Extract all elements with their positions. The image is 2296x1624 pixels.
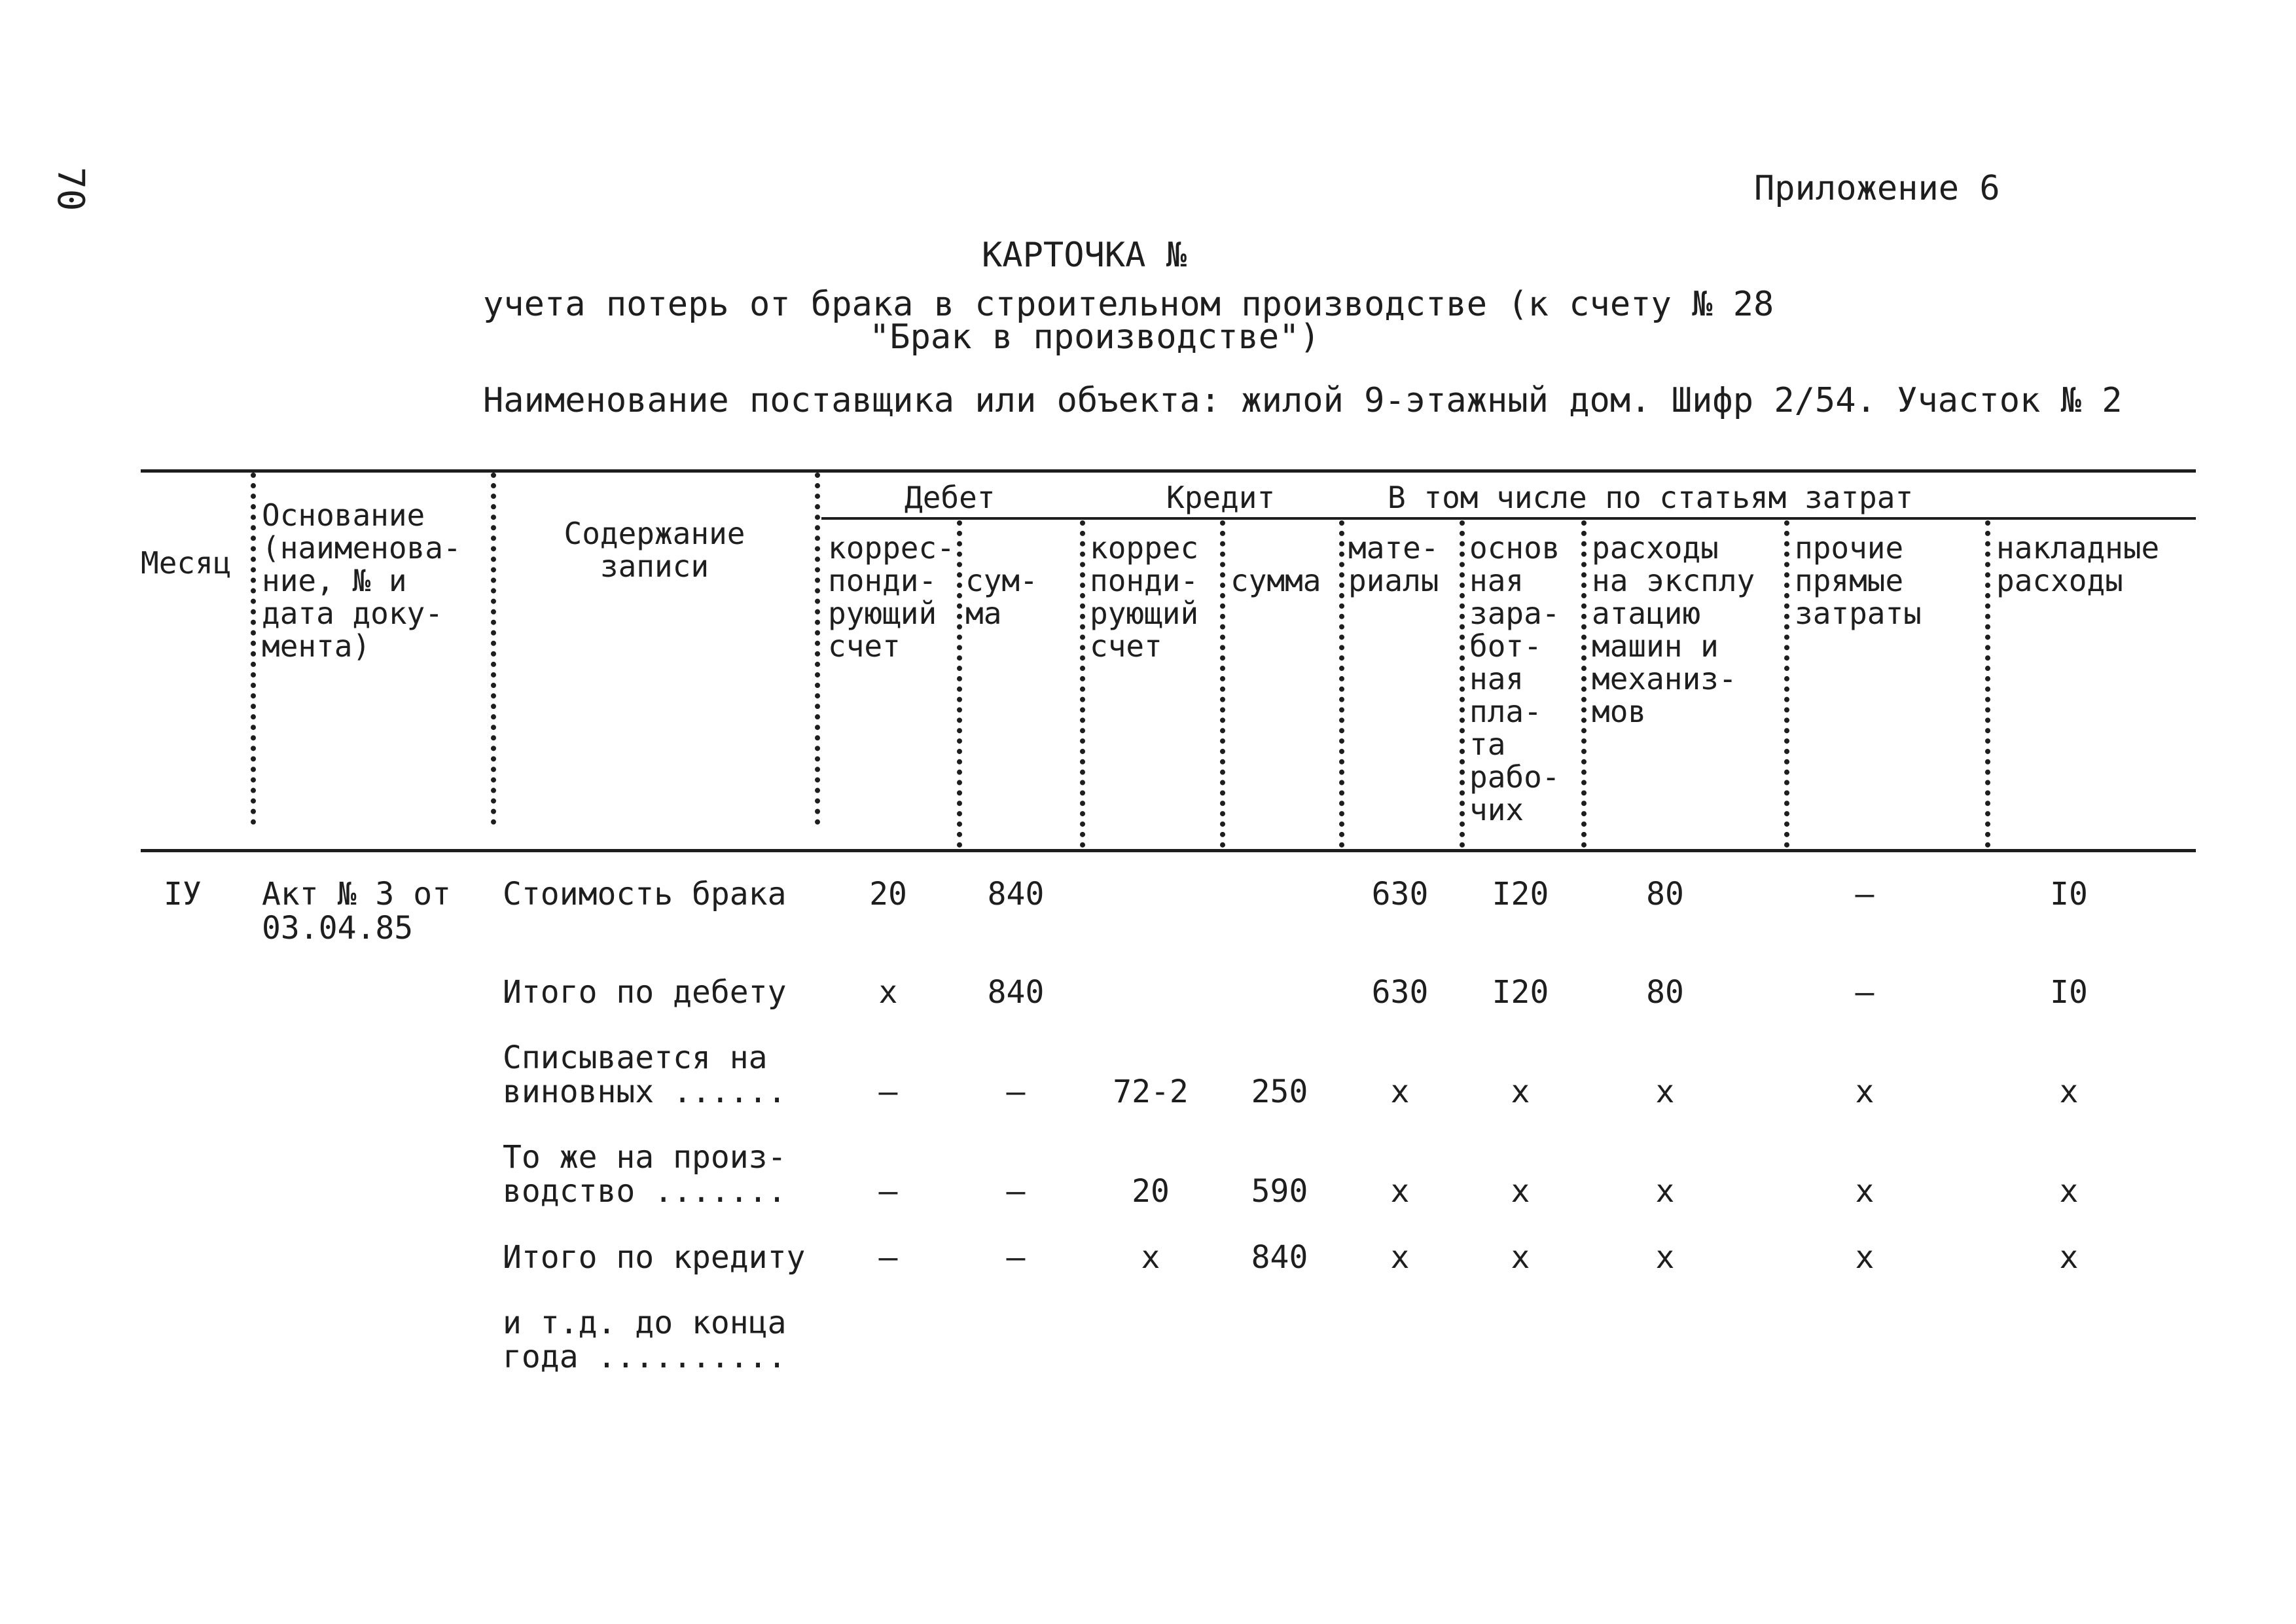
cell-wages: x [1511,1239,1530,1276]
header-overhead: накладные расходы [1996,530,2160,598]
document-title: КАРТОЧКА № [982,236,1187,275]
cell-overhead: I0 [2050,876,2088,912]
cell-materials: 630 [1371,974,1429,1011]
column-separator [1220,520,1225,848]
cell-other-direct: – [1855,876,1874,912]
header-machines: расходы на эксплу атацию машин и механиз- мов [1592,530,1755,729]
cell-materials: 630 [1371,876,1429,912]
cell-content: Списывается на виновных ...... [503,1039,787,1110]
cell-debit-sum: – [1006,1239,1026,1276]
column-separator [815,473,820,825]
cell-debit-account: 20 [869,876,907,912]
cell-machines: x [1655,1239,1675,1276]
cell-other-direct: x [1855,1173,1874,1210]
header-materials: мате- риалы [1348,530,1439,598]
cell-credit-sum: 840 [1251,1239,1308,1276]
cell-machines: x [1655,1173,1675,1210]
column-separator [1080,520,1085,848]
cell-credit-account: x [1141,1239,1160,1276]
table-top-rule [141,469,2196,473]
cell-debit-sum: – [1006,1173,1026,1210]
cell-content: То же на произ- водство ....... [503,1139,787,1210]
column-separator [1784,520,1789,848]
cell-other-direct: – [1855,974,1874,1011]
header-cost-items: В том числе по статьям затрат [1388,480,1914,515]
cell-debit-sum: – [1006,1074,1026,1110]
header-month: Месяц [141,545,232,581]
cell-credit-sum: 250 [1251,1074,1308,1110]
header-other-direct: прочие прямые затраты [1795,530,1922,631]
cell-overhead: x [2059,1173,2079,1210]
column-separator [1985,520,1990,848]
cell-content: Итого по кредиту [503,1239,806,1276]
cell-wages: x [1511,1173,1530,1210]
document-subtitle-line2: "Брак в производстве") [869,317,1320,357]
header-debit: Дебет [905,480,996,515]
column-separator [491,473,496,825]
header-basis: Основание (наименова- ние, № и дата доку- мента) [262,497,461,664]
cell-machines: 80 [1646,974,1684,1011]
cell-materials: x [1390,1173,1410,1210]
header-credit-account: коррес понди- рующий счет [1090,530,1199,664]
header-credit-sum: сумма [1230,563,1321,598]
cell-month: IУ [164,876,202,912]
cell-credit-account: 20 [1132,1173,1170,1210]
header-debit-account: коррес- понди- рующий счет [828,530,955,664]
cell-overhead: I0 [2050,974,2088,1011]
cell-content: Стоимость брака [503,876,787,912]
header-bottom-rule [141,849,2196,852]
cell-wages: I20 [1492,876,1549,912]
header-debit-sum: сум- ма [965,563,1038,631]
cell-materials: x [1390,1074,1410,1110]
subheader-rule [821,517,2196,520]
column-separator [1339,520,1344,848]
page-number: 70 [49,167,92,211]
object-line: Наименование поставщика или объекта: жилой 9-этажный дом. Шифр 2/54. Участок № 2 [483,381,2123,420]
cell-debit-sum: 840 [987,876,1045,912]
column-separator [251,473,256,825]
column-separator [1581,520,1587,848]
column-separator [957,520,962,848]
appendix-label: Приложение 6 [1754,169,2000,208]
cell-debit-account: x [878,974,898,1011]
cell-basis: Акт № 3 от 03.04.85 [262,876,451,947]
cell-materials: x [1390,1239,1410,1276]
column-separator [1460,520,1465,848]
cell-content: и т.д. до конца года .......... [503,1305,787,1375]
cell-debit-sum: 840 [987,974,1045,1011]
cell-other-direct: x [1855,1239,1874,1276]
cell-wages: x [1511,1074,1530,1110]
cell-overhead: x [2059,1239,2079,1276]
header-content: Содержание записи [564,516,745,584]
document-subtitle-line1: учета потерь от брака в строительном производстве (к счету № 28 [483,285,1774,324]
cell-debit-account: – [878,1239,898,1276]
cell-debit-account: – [878,1173,898,1210]
cell-content: Итого по дебету [503,974,787,1011]
cell-machines: x [1655,1074,1675,1110]
cell-overhead: x [2059,1074,2079,1110]
header-credit: Кредит [1166,480,1276,515]
cell-credit-account: 72-2 [1113,1074,1189,1110]
cell-wages: I20 [1492,974,1549,1011]
cell-credit-sum: 590 [1251,1173,1308,1210]
cell-other-direct: x [1855,1074,1874,1110]
header-wages: основ ная зара- бот- ная пла- та рабо- чих [1469,530,1560,827]
cell-debit-account: – [878,1074,898,1110]
cell-machines: 80 [1646,876,1684,912]
